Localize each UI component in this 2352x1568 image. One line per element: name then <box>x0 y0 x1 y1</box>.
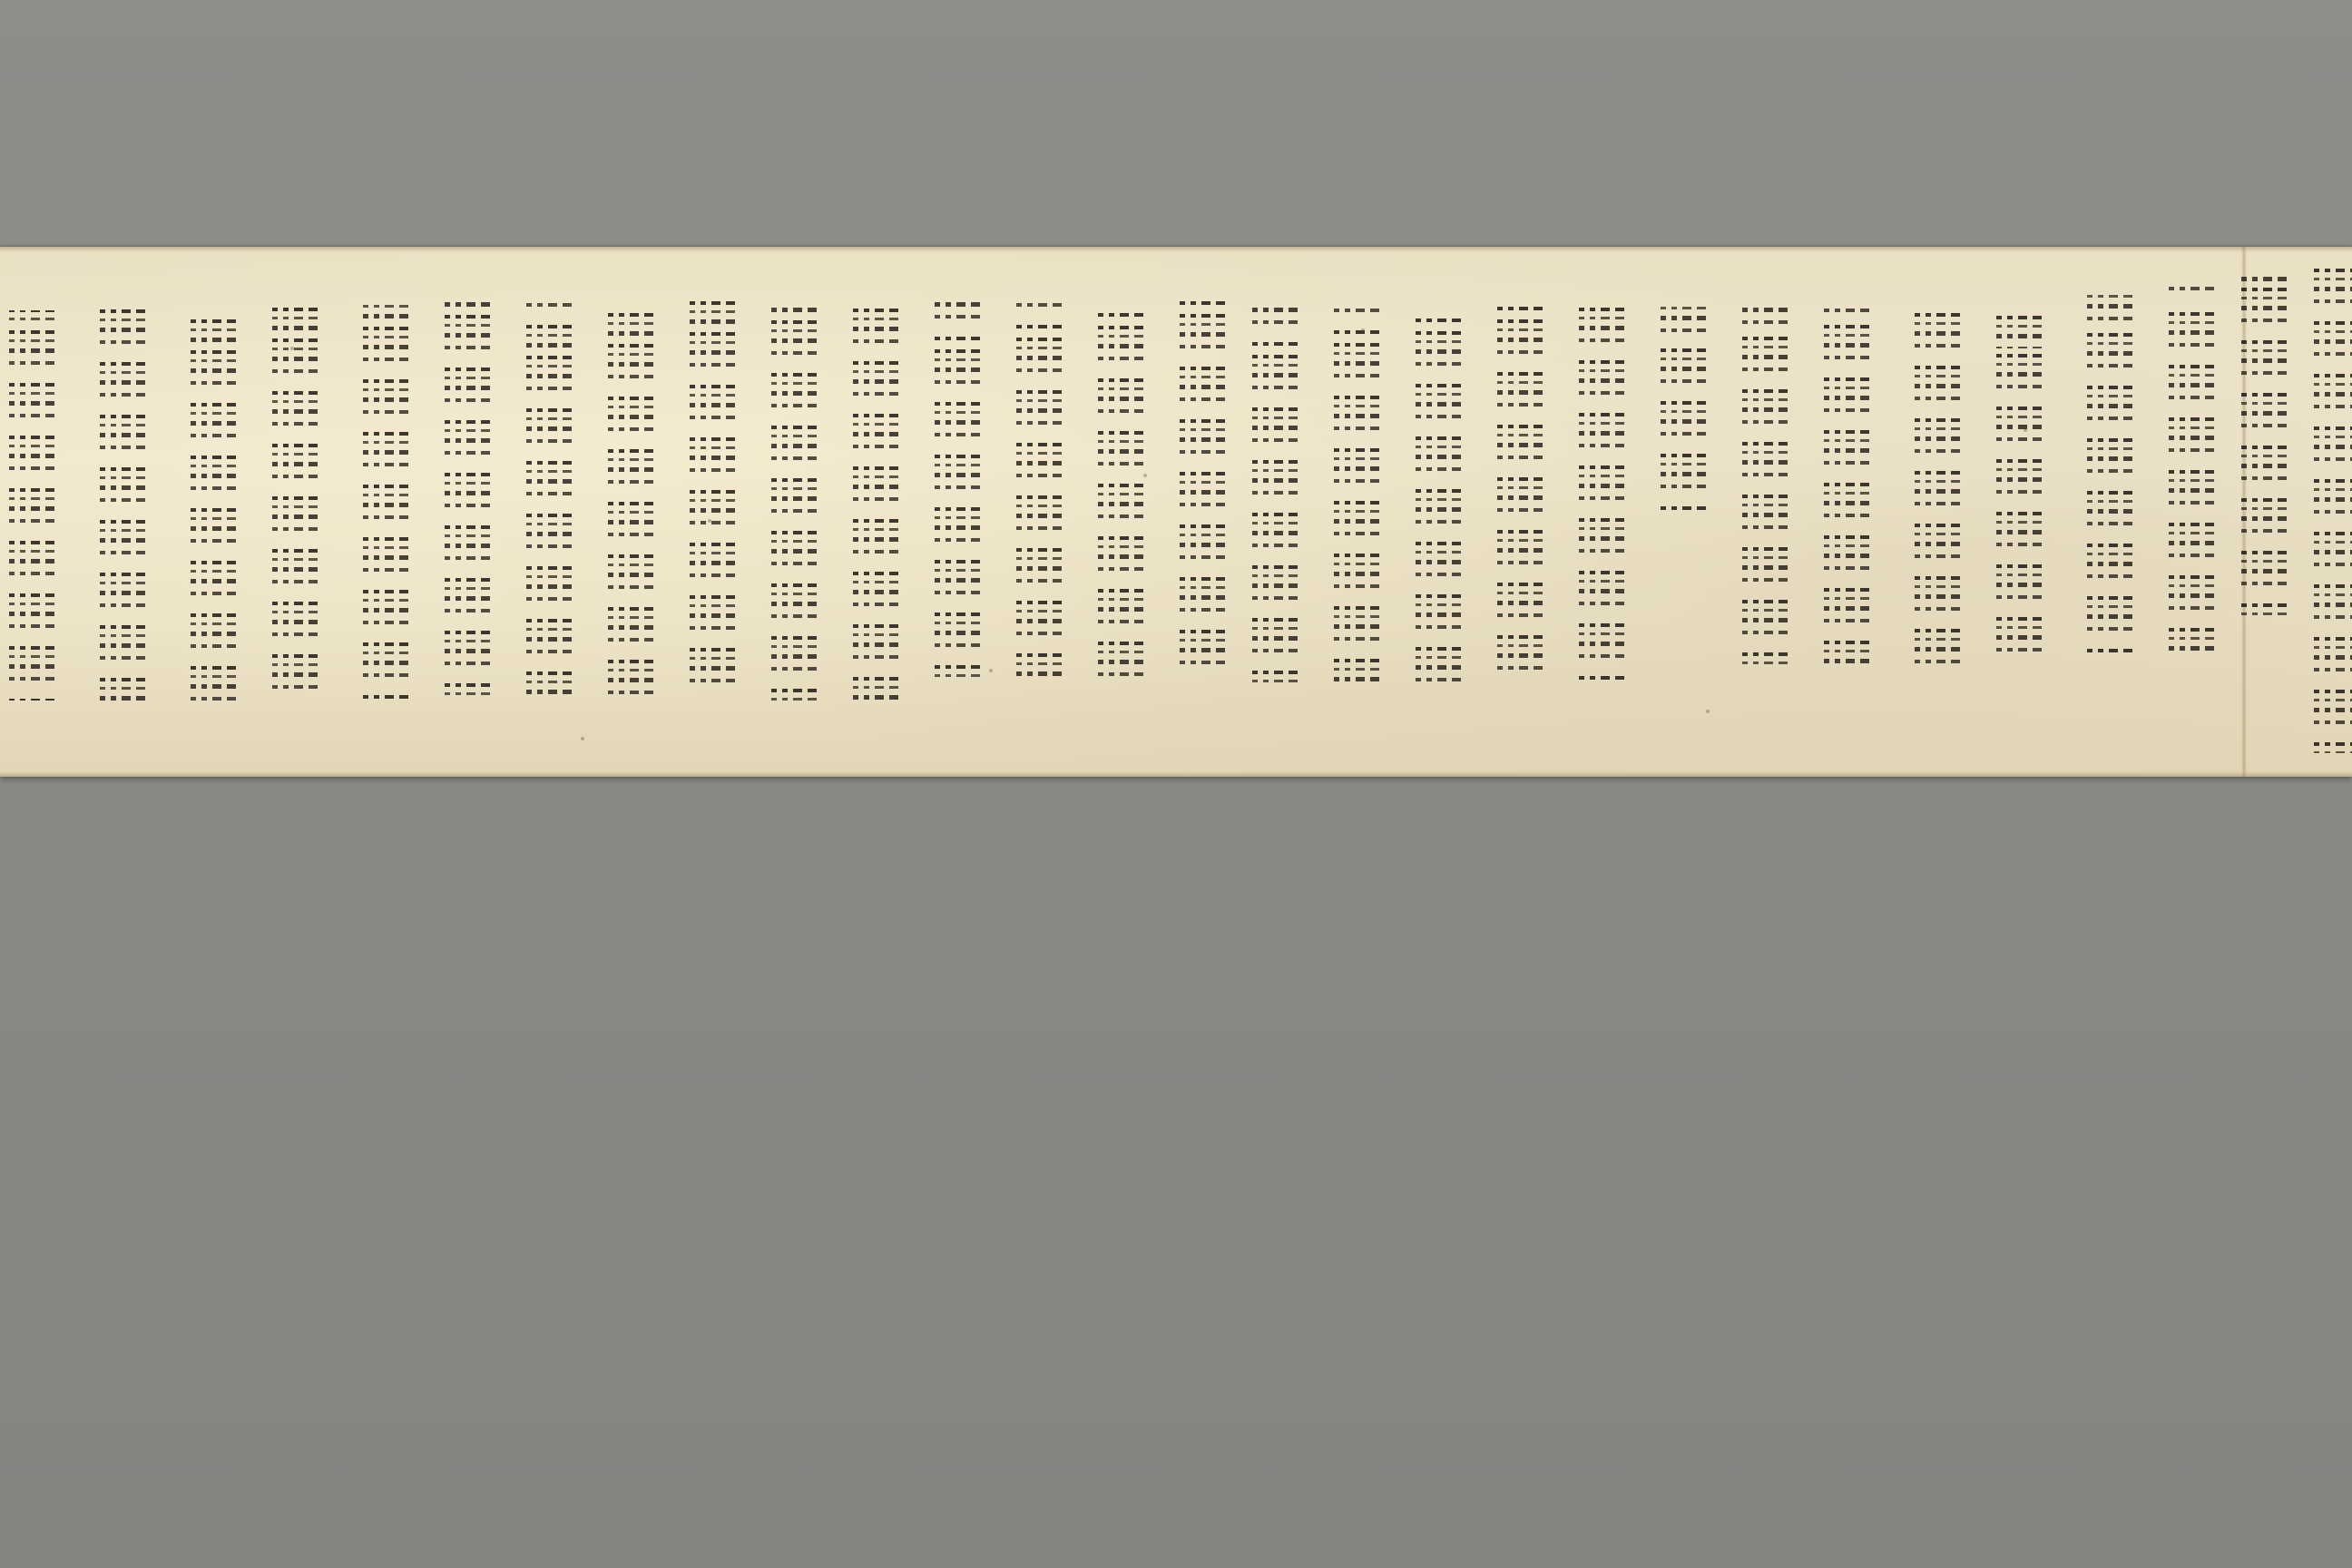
text-column-9 <box>1661 301 1713 510</box>
text-column-15 <box>1180 301 1232 682</box>
text-column-16 <box>1098 301 1151 682</box>
paper-speck <box>989 669 993 672</box>
paper-scroll <box>0 247 2352 777</box>
text-column-25 <box>363 301 416 701</box>
text-column-10 <box>1579 301 1632 682</box>
text-column-1 <box>2314 263 2352 753</box>
paper-speck <box>708 519 711 523</box>
paper-speck <box>1361 328 1365 332</box>
text-column-8 <box>1742 301 1795 664</box>
text-column-26 <box>272 301 325 701</box>
text-column-22 <box>608 301 661 701</box>
text-column-24 <box>445 301 497 701</box>
text-column-23 <box>526 301 579 701</box>
text-column-19 <box>853 301 906 701</box>
text-column-14 <box>1252 301 1305 682</box>
text-column-7 <box>1824 301 1877 664</box>
text-column-29 <box>9 310 62 701</box>
text-column-21 <box>690 301 742 701</box>
text-column-17 <box>1016 301 1069 682</box>
paper-speck <box>2196 628 2200 632</box>
text-column-12 <box>1416 301 1468 682</box>
text-column-3 <box>2169 283 2221 655</box>
text-column-20 <box>771 301 824 701</box>
calligraphy-text-block <box>0 247 2352 777</box>
text-column-27 <box>191 301 243 701</box>
text-column-2 <box>2241 270 2294 615</box>
text-column-6 <box>1915 301 1967 664</box>
paper-speck <box>581 737 584 740</box>
paper-speck <box>290 347 294 350</box>
text-column-18 <box>935 301 987 682</box>
paper-speck <box>1143 474 1147 477</box>
paper-speck <box>2024 428 2027 432</box>
text-column-28 <box>100 301 152 701</box>
text-column-4 <box>2087 292 2140 655</box>
text-column-13 <box>1334 301 1387 682</box>
paper-speck <box>1706 710 1710 713</box>
text-column-11 <box>1497 301 1550 682</box>
text-column-5 <box>1996 301 2049 655</box>
